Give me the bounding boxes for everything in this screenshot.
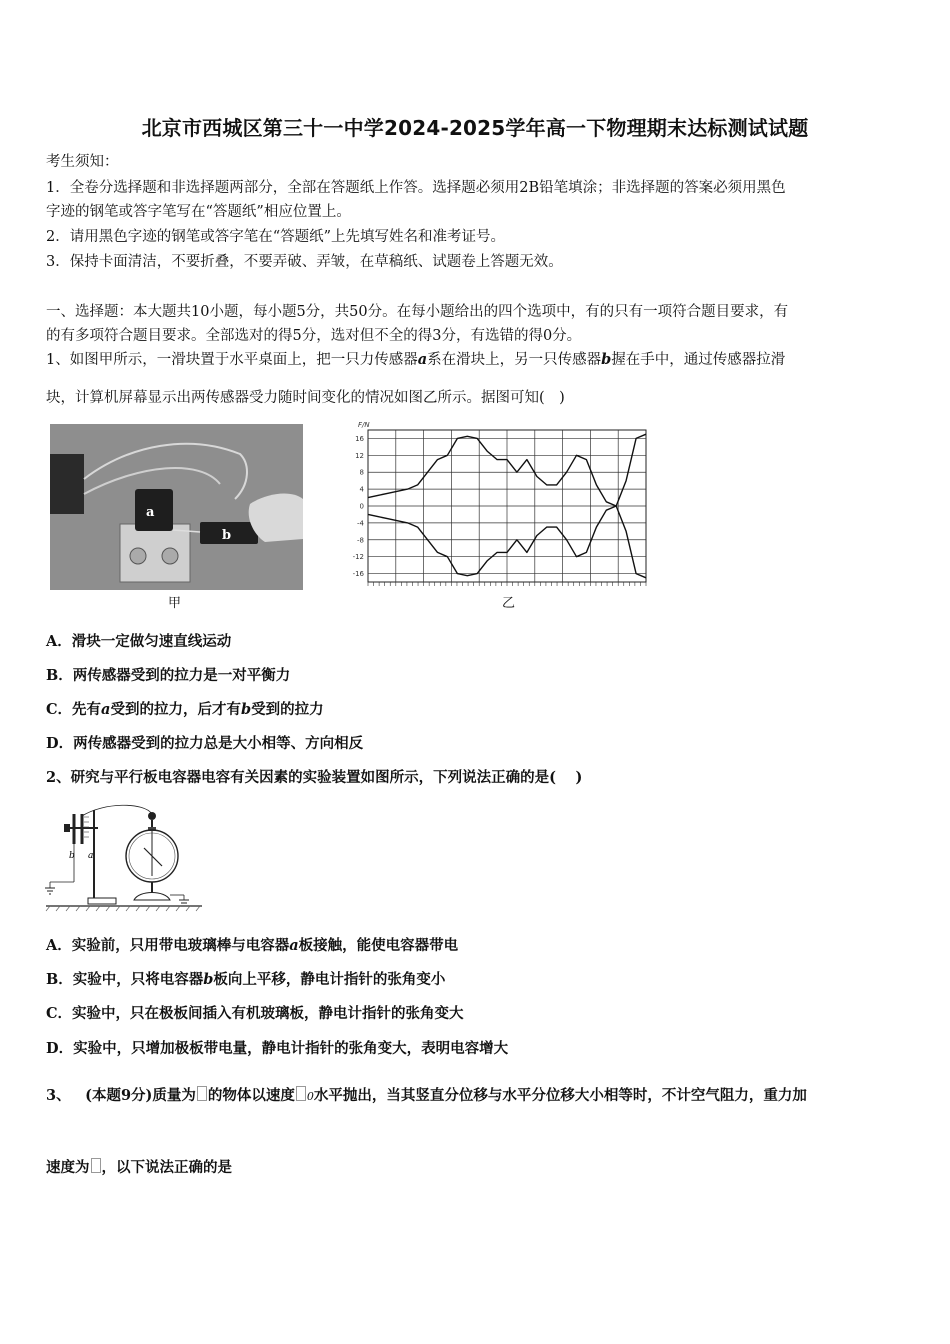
q2-option-a-text2: 板接触，能使电容器带电 (298, 937, 459, 954)
q1-option-b-text: 两传感器受到的拉力是一对平衡力 (72, 667, 291, 684)
q2-option-b-label: B． (46, 971, 73, 988)
chart-y-tick-label: 0 (359, 502, 364, 511)
q1-stem-line2: 块，计算机屏幕显示出两传感器受力随时间变化的情况如图乙所示。据图可知( ) (46, 390, 565, 406)
notice-item-1: 1．全卷分选择题和非选择题两部分，全部在答题纸上作答。选择题必须用2B铅笔填涂；非选择题的答案必须用黑色 (46, 180, 786, 196)
q2-fig-label-a: a (88, 851, 94, 861)
chart-y-tick-label: -12 (352, 553, 364, 562)
notice-item-1-cont: 字迹的钢笔或答字笔写在“答题纸”相应位置上。 (46, 204, 351, 220)
capacitor-apparatus-figure (44, 800, 204, 912)
force-time-chart-svg (338, 418, 650, 590)
q1-option-b-label: B． (46, 667, 73, 684)
q1-option-b[interactable] (46, 666, 908, 686)
q2-stem: 2、研究与平行板电容器电容有关因素的实验装置如图所示，下列说法正确的是( ) (46, 769, 583, 786)
q3-velocity-subscript: 0 (306, 1090, 314, 1103)
q2-option-c-text: 实验中，只在极板间插入有机玻璃板，静电计指针的张角变大 (72, 1005, 464, 1022)
page-title: 北京市西城区第三十一中学2024-2025学年高一下物理期末达标测试试题 (141, 116, 809, 140)
q1-stem-line1 (46, 350, 908, 370)
chart-grid (368, 430, 646, 586)
force-time-chart (338, 418, 650, 590)
q1-option-c[interactable] (46, 700, 908, 720)
chart-y-tick-label: -8 (357, 536, 364, 545)
chart-y-tick-label: -16 (352, 570, 364, 579)
chart-y-tick-label: 12 (355, 451, 364, 460)
q1-option-c-text3: 受到的拉力 (251, 701, 324, 718)
mass-symbol-placeholder (197, 1086, 207, 1101)
velocity-symbol-placeholder (296, 1086, 306, 1101)
photo-label-a: a (146, 505, 155, 520)
q2-option-b-var: b (203, 971, 214, 988)
q1-var-a: a (417, 351, 428, 368)
q1-option-c-text2: 受到的拉力，后才有 (110, 701, 241, 718)
section1-intro-1: 一、选择题：本大题共10小题，每小题5分，共50分。在每小题给出的四个选项中，有的只有一项符合题目要求，有 (46, 304, 789, 320)
section1-intro-2: 的有多项符合题目要求。全部选对的得5分，选对但不全的得3分，有选错的得0分。 (46, 328, 582, 344)
q1-option-c-var2: b (240, 701, 252, 718)
gravity-symbol-placeholder (91, 1158, 101, 1173)
q3-text-2: 的物体以速度 (207, 1087, 295, 1104)
q1-stem-text-c: 握在手中，通过传感器拉滑 (611, 352, 786, 368)
q1-option-d-text: 两传感器受到的拉力总是大小相等、方向相反 (73, 735, 364, 752)
q1-option-a-text: 滑块一定做匀速直线运动 (71, 633, 232, 650)
q2-option-a-label: A． (46, 937, 72, 954)
q3-stem-line1 (46, 1086, 908, 1107)
q3-stem-line2 (46, 1158, 908, 1178)
figure-yi-caption: 乙 (502, 596, 516, 611)
q2-option-b-text2: 板向上平移，静电计指针的张角变小 (213, 971, 446, 988)
q1-option-c-label: C． (46, 701, 73, 718)
q2-fig-label-b: b (69, 851, 75, 861)
q2-option-a[interactable] (46, 936, 908, 956)
notice-item-2: 2．请用黑色字迹的钢笔或答字笔在“答题纸”上先填写姓名和准考证号。 (46, 229, 506, 245)
q1-option-c-var1: a (101, 701, 111, 718)
q3-text-1: (本题9分)质量为 (85, 1087, 196, 1104)
chart-y-axis-label: F/N (358, 421, 370, 429)
chart-y-tick-label: 4 (359, 485, 364, 494)
q1-var-b: b (601, 351, 612, 368)
q2-option-c[interactable] (46, 1004, 908, 1024)
q1-option-c-text1: 先有 (72, 701, 102, 718)
q3-number: 3、 (46, 1087, 71, 1104)
capacitor-apparatus-drawing (44, 800, 204, 912)
q2-option-b[interactable] (46, 970, 908, 990)
q2-option-a-text1: 实验前，只用带电玻璃棒与电容器 (71, 937, 290, 954)
notice-heading: 考生须知： (46, 154, 119, 170)
q1-stem-text-a: 1、如图甲所示，一滑块置于水平桌面上，把一只力传感器 (46, 352, 418, 368)
chart-y-tick-label: -4 (357, 519, 364, 528)
sensor-photo (50, 424, 303, 590)
q2-option-c-label: C． (46, 1005, 73, 1022)
chart-y-ticks (353, 435, 365, 578)
q2-option-d-label: D． (46, 1040, 74, 1057)
q1-option-d-label: D． (46, 735, 74, 752)
q2-option-a-var: a (289, 937, 299, 954)
q1-option-a-label: A． (46, 633, 72, 650)
chart-y-tick-label: 16 (355, 434, 364, 443)
photo-label-b: b (222, 528, 232, 543)
q2-option-d-text: 实验中，只增加极板带电量，静电计指针的张角变大，表明电容增大 (73, 1040, 509, 1057)
sensor-photo-drawing (50, 424, 303, 590)
q3-text-4: 速度为 (46, 1159, 90, 1176)
q1-option-d[interactable] (46, 734, 908, 754)
q3-text-5: ，以下说法正确的是 (101, 1159, 232, 1176)
notice-item-3: 3．保持卡面清洁，不要折叠，不要弄破、弄皱，在草稿纸、试题卷上答题无效。 (46, 254, 563, 270)
figure-jia-caption: 甲 (168, 596, 182, 611)
q2-option-d[interactable] (46, 1039, 908, 1059)
chart-y-tick-label: 8 (359, 468, 364, 477)
q2-option-b-text1: 实验中，只将电容器 (72, 971, 204, 988)
q1-stem-text-b: 系在滑块上，另一只传感器 (427, 352, 602, 368)
q1-option-a[interactable] (46, 632, 908, 652)
q3-text-3: 水平抛出，当其竖直分位移与水平分位移大小相等时，不计空气阻力，重力加 (313, 1087, 807, 1104)
